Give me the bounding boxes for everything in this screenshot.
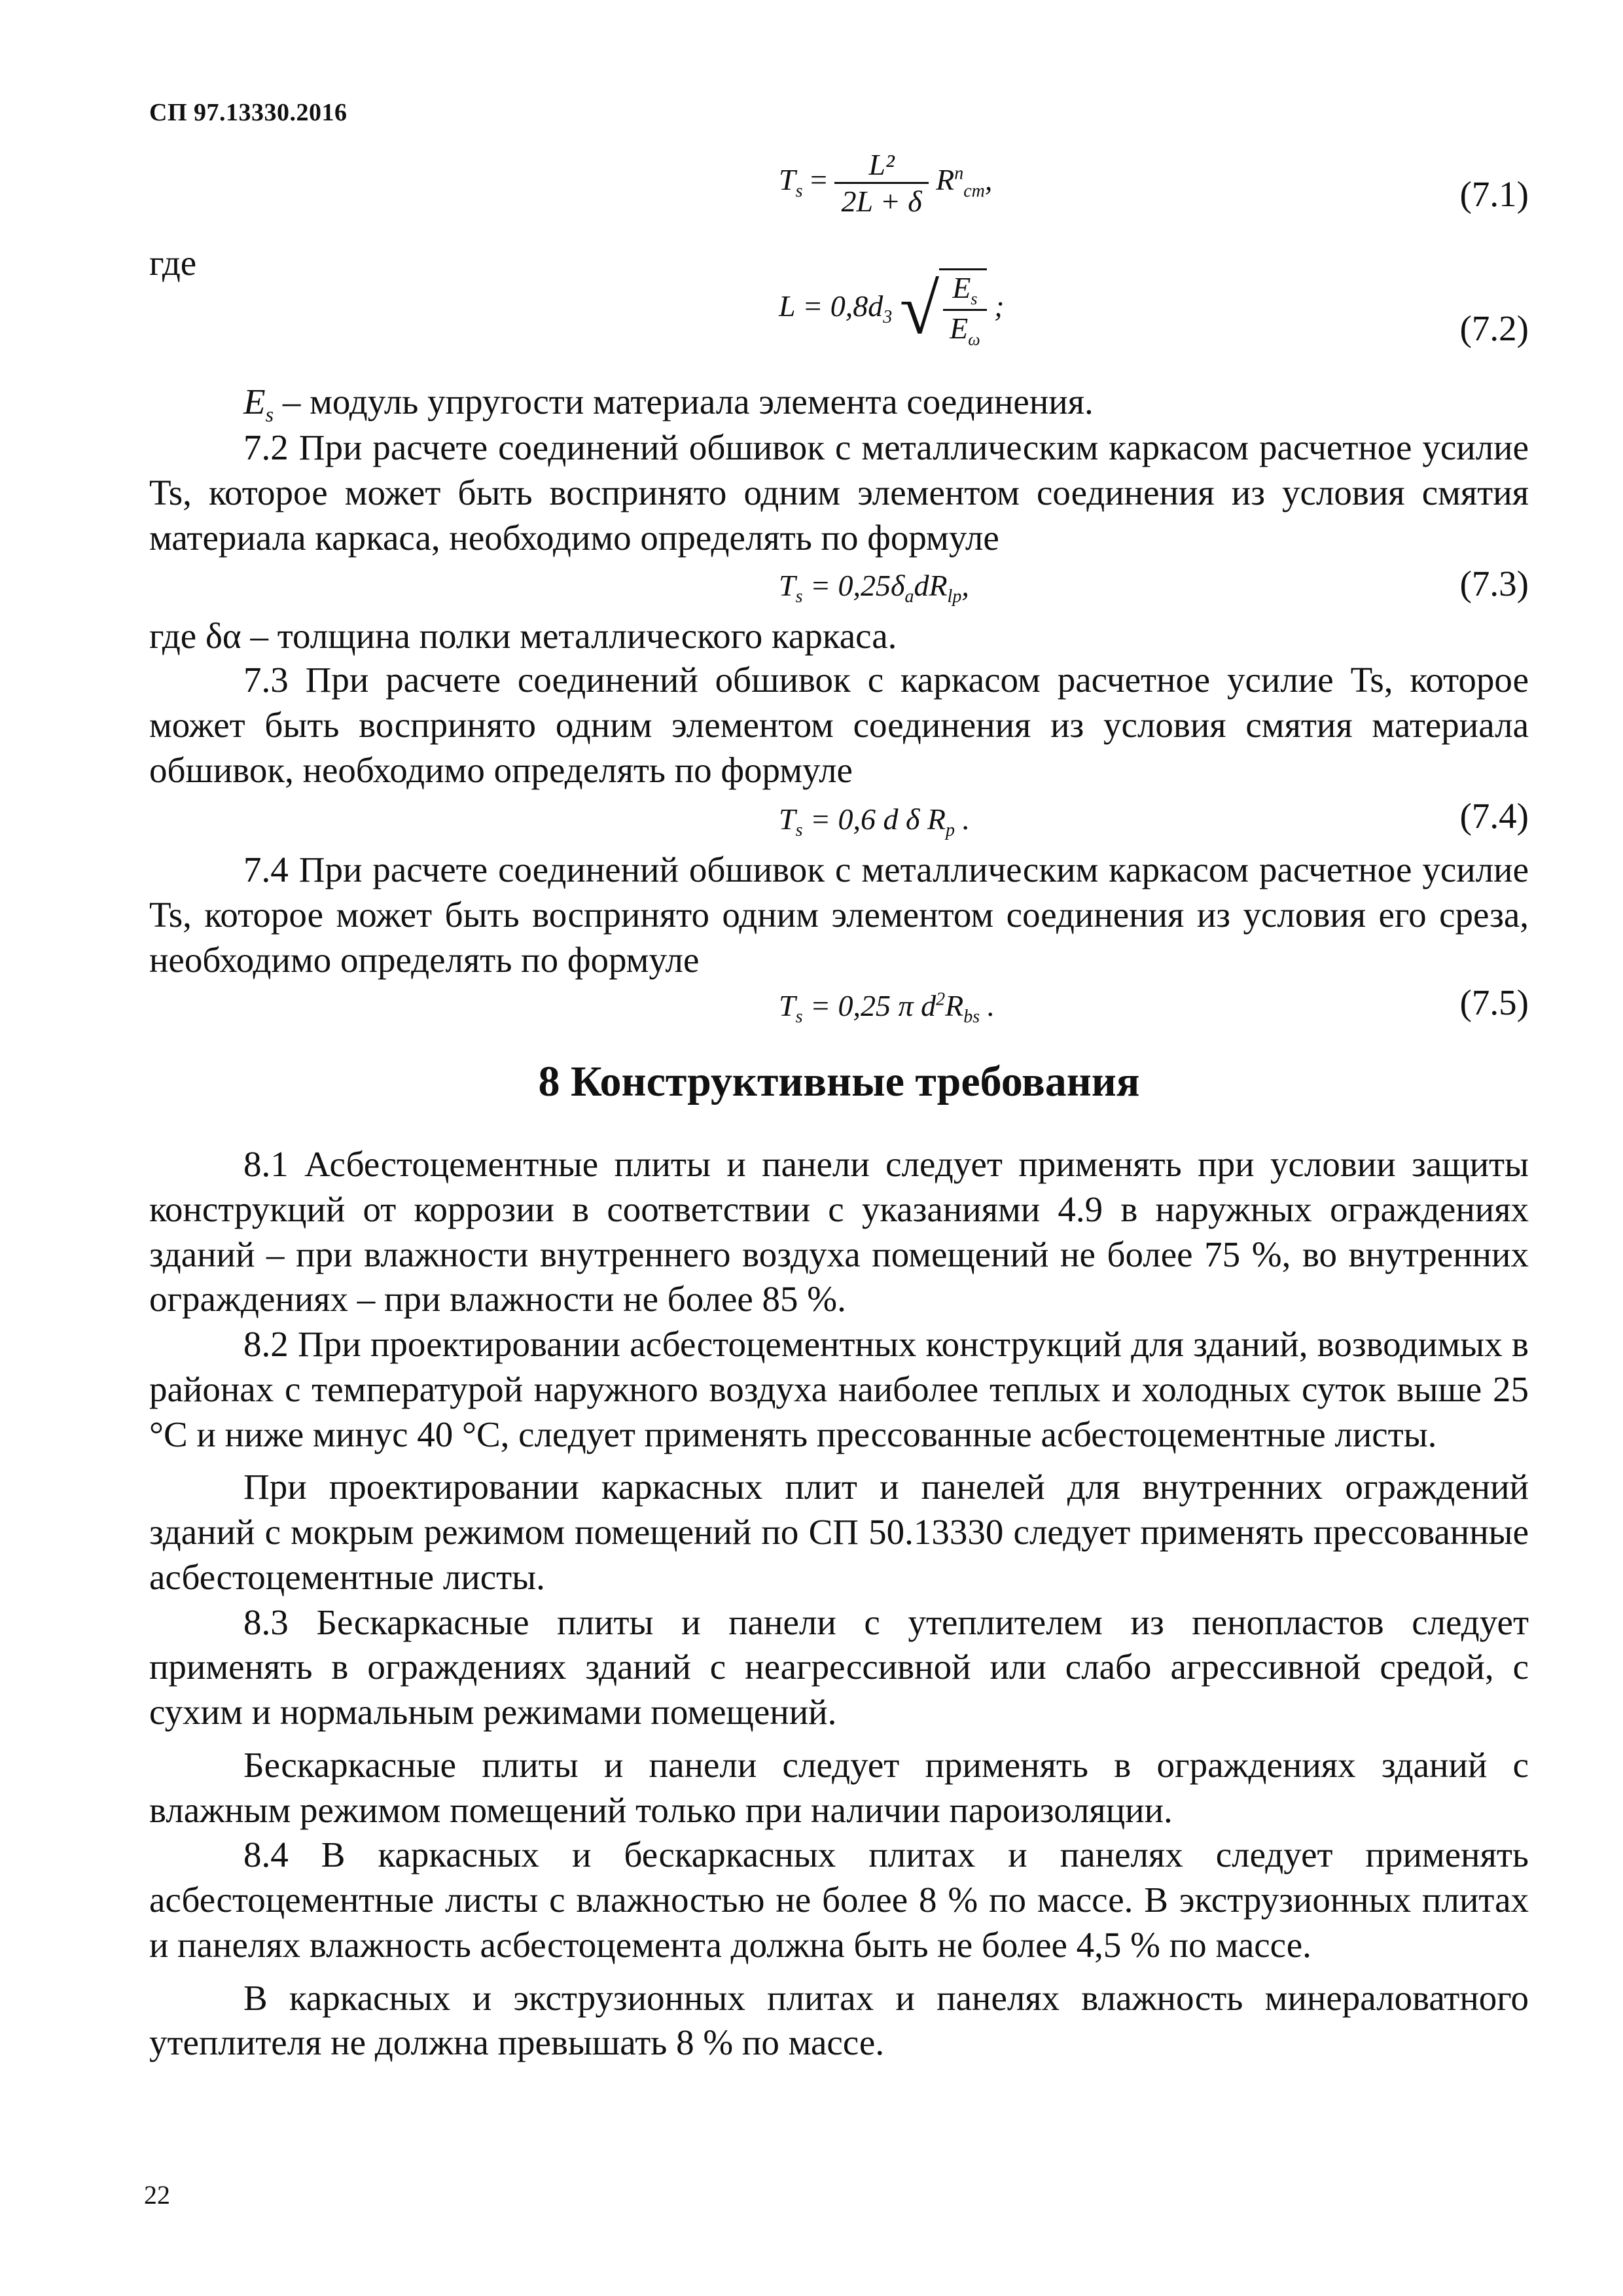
paragraph-8-4b: В каркасных и экструзионных плитах и панелях влажность минераловатного утеплителя не должна превышать 8 % по массе. — [149, 1977, 1529, 2063]
paragraph-8-2b: При проектировании каркасных плит и панелей для внутренних ограждений зданий с мокрым режимом помещений по СП 50.13330 следует применять прессованные асбестоцементные листы. — [149, 1467, 1529, 1597]
formula-7-3: $T_s = 0,25\delta_adR_{lp}$, — [779, 569, 969, 607]
formula-7-1: $T_s$ = $\frac{\text{L²}}{2L + \delta}$ $R^n_{cm}$, — [779, 148, 993, 218]
paragraph-8-3: 8.3 Бескаркасные плиты и панели с утеплителем из пенопластов следует применять в ограждениях зданий с неагрессивной или слабо агрессивной средой, с сухим и нормальным режимами помещений. — [149, 1602, 1529, 1732]
paragraph-7-3: 7.3 При расчете соединений обшивок с каркасом расчетное усилие Ts, которое может быть воспринято одним элементом соединения из условия смятия материала обшивок, необходимо определять по формуле — [149, 660, 1529, 790]
equation-number: (7.1) — [1459, 174, 1529, 214]
where-label: где — [149, 243, 197, 283]
formula-7-2: $L = 0,8d_3$ √ $\frac{E_s}{E_\omega}$ ; — [779, 269, 1005, 350]
paragraph-8-4: 8.4 В каркасных и бескаркасных плитах и панелях следует применять асбестоцементные листы с влажностью не более 8 % по массе. В экструзионных плитах и панелях влажность асбестоцемента должна быть не более 4,5 % по массе. — [149, 1835, 1529, 1965]
equation-number: (7.5) — [1459, 982, 1529, 1022]
section-heading: 8 Конструктивные требования — [538, 1058, 1140, 1105]
equation-number: (7.3) — [1459, 564, 1529, 603]
paragraph-8-1: 8.1 Асбестоцементные плиты и панели следует применять при условии защиты конструкций от коррозии в соответствии с указаниями 4.9 в наружных ограждениях зданий – при влажности внутреннего воздуха помещений не более 75 %, во внутренних ограждениях – при влажности не более 85 %. — [149, 1144, 1529, 1319]
page-number: 22 — [144, 2180, 170, 2210]
paragraph-8-3b: Бескаркасные плиты и панели следует применять в ограждениях зданий с влажным режимом помещений только при наличии пароизоляции. — [149, 1744, 1529, 1830]
formula-7-5: $T_s = 0,25$ π $d^2R_{bs}$ . — [779, 989, 995, 1028]
fraction: $\frac{\text{L²}}{2L + \delta}$ — [834, 147, 928, 219]
es-definition: $E_s$ – модуль упругости материала элемента соединения. — [243, 382, 1094, 426]
sqrt-icon: √ — [899, 269, 940, 350]
fraction: $\frac{E_s}{E_\omega}$ — [943, 270, 986, 350]
paragraph-7-2: 7.2 При расчете соединений обшивок с металлическим каркасом расчетное усилие Ts, которое может быть воспринято одним элементом соединения из условия смятия материала каркаса, необходимо определять по формуле — [149, 427, 1529, 558]
paragraph-8-2: 8.2 При проектировании асбестоцементных конструкций для зданий, возводимых в районах с температурой наружного воздуха наиболее теплых и холодных суток выше 25 °С и ниже минус 40 °С, следует применять прессованные асбестоцементные листы. — [149, 1324, 1529, 1454]
equation-number: (7.2) — [1459, 308, 1529, 348]
equation-number: (7.4) — [1459, 796, 1529, 836]
delta-definition: где δα – толщина полки металлического каркаса. — [149, 616, 897, 656]
paragraph-7-4: 7.4 При расчете соединений обшивок с металлическим каркасом расчетное усилие Ts, которое может быть воспринято одним элементом соединения из условия его среза, необходимо определять по формуле — [149, 850, 1529, 980]
document-code: СП 97.13330.2016 — [149, 99, 348, 126]
formula-7-4: $T_s = 0,6$ d δ $R_p$ . — [779, 802, 971, 841]
